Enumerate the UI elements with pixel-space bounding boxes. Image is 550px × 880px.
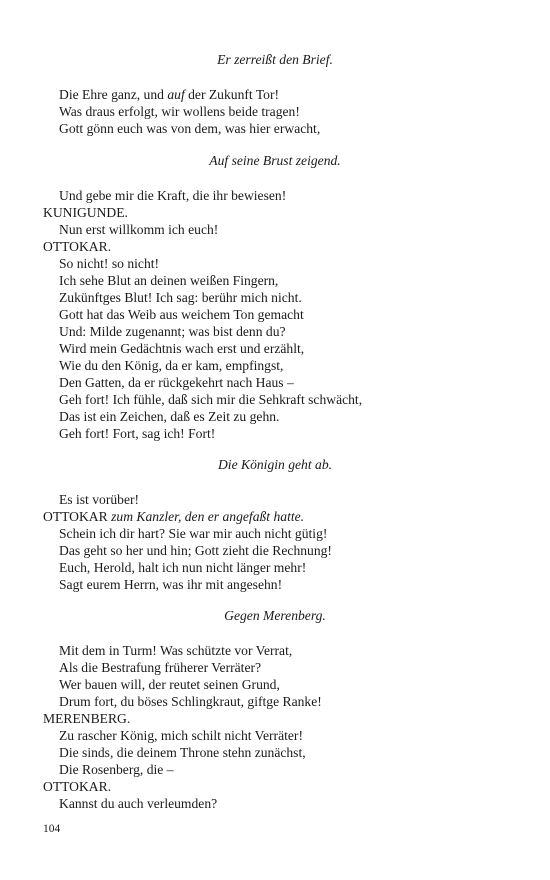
stage-direction: Auf seine Brust zeigend.: [209, 153, 341, 168]
verse-line: Was draus erfolgt, wir wollens beide tragen!: [59, 104, 300, 119]
speaker-name: OTTOKAR.: [43, 779, 112, 794]
verse-line: Gott hat das Weib aus weichem Ton gemacht: [59, 307, 304, 322]
speaker-name: OTTOKAR.: [43, 239, 112, 254]
verse-line: Und: Milde zugenannt; was bist denn du?: [59, 324, 286, 339]
verse-line: Es ist vorüber!: [59, 492, 140, 507]
verse-line: Zukünftges Blut! Ich sag: berühr mich nicht.: [59, 290, 302, 305]
stage-direction: Gegen Merenberg.: [224, 608, 326, 623]
verse-line: Mit dem in Turm! Was schützte vor Verrat,: [59, 643, 293, 658]
verse-line: Schein ich dir hart? Sie war mir auch nicht gütig!: [59, 526, 328, 541]
stage-direction: Er zerreißt den Brief.: [217, 52, 333, 67]
verse-line: Wie du den König, da er kam, empfingst,: [59, 358, 284, 373]
verse-line: Zu rascher König, mich schilt nicht Verräter!: [59, 728, 303, 743]
verse-line: Ich sehe Blut an deinen weißen Fingern,: [59, 273, 279, 288]
verse-line: Geh fort! Fort, sag ich! Fort!: [59, 426, 216, 441]
verse-line: Das ist ein Zeichen, daß es Zeit zu gehn.: [59, 409, 280, 424]
verse-line: Sagt eurem Herrn, was ihr mit angesehn!: [59, 577, 283, 592]
speaker-name: OTTOKAR zum Kanzler, den er angefaßt hatte.: [43, 509, 305, 524]
verse-line: Geh fort! Ich fühle, daß sich mir die Sehkraft schwächt,: [59, 392, 363, 407]
verse-line: Die Rosenberg, die –: [59, 762, 174, 777]
verse-line: Wird mein Gedächtnis wach erst und erzählt,: [59, 341, 305, 356]
verse-line: So nicht! so nicht!: [59, 256, 160, 271]
verse-line: Das geht so her und hin; Gott zieht die Rechnung!: [59, 543, 332, 558]
page-number: 104: [43, 823, 61, 835]
verse-line: Nun erst willkomm ich euch!: [59, 222, 219, 237]
verse-line: Kannst du auch verleumden?: [59, 796, 218, 811]
speaker-name: MERENBERG.: [43, 711, 131, 726]
verse-line: Als die Bestrafung früherer Verräter?: [59, 660, 262, 675]
verse-line: Wer bauen will, der reutet seinen Grund,: [59, 677, 280, 692]
verse-line: Drum fort, du böses Schlingkraut, giftge Ranke!: [59, 694, 322, 709]
verse-line: Die sinds, die deinem Throne stehn zunächst,: [59, 745, 306, 760]
stage-direction: Die Königin geht ab.: [217, 457, 333, 472]
verse-line: Die Ehre ganz, und auf der Zukunft Tor!: [59, 87, 280, 102]
verse-line: Gott gönn euch was von dem, was hier erwacht,: [59, 121, 321, 136]
verse-line: Und gebe mir die Kraft, die ihr bewiesen!: [59, 188, 287, 203]
verse-line: Euch, Herold, halt ich nun nicht länger mehr!: [59, 560, 307, 575]
speaker-name: KUNIGUNDE.: [43, 205, 128, 220]
verse-line: Den Gatten, da er rückgekehrt nach Haus –: [59, 375, 294, 390]
